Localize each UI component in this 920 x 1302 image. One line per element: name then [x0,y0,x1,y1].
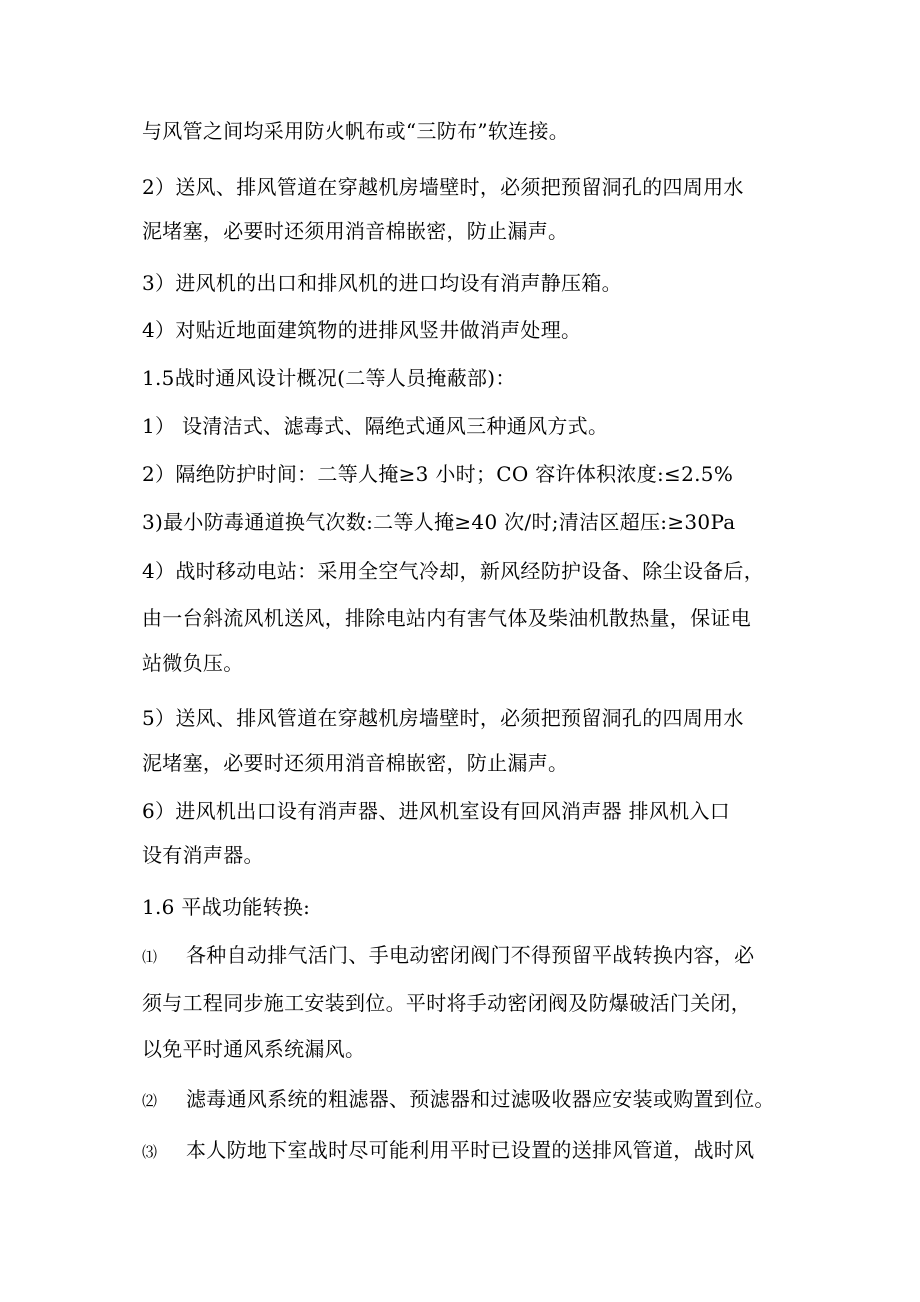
list-item [142,1136,802,1166]
text-line: 须与工程同步施工安装到位。平时将手动密闭阀及防爆破活门关闭， [142,991,751,1015]
list-marker: ⑶ [142,1143,158,1161]
text-line: 3)最小防毒通道换气次数:二等人掩≥40 次/时;清洁区超压:≥30Pa [142,510,736,534]
text-line: 站微负压。 [142,651,244,675]
list-item [142,941,802,971]
list-item-text: 各种自动排气活门、手电动密闭阀门不得预留平战转换内容，必 [186,943,755,967]
text-line: 泥堵塞，必要时还须用消音棉嵌密，防止漏声。 [142,219,569,243]
section-heading: 1.6 平战功能转换: [142,895,311,919]
text-line: 设有消声器。 [142,843,264,867]
text-line: 4）对贴近地面建筑物的进排风竖井做消声处理。 [142,318,582,342]
text-line: 4）战时移动电站：采用全空气冷却，新风经防护设备、除尘设备后， [142,559,765,583]
section-heading: 1.5战时通风设计概况(二等人员掩蔽部)： [142,366,516,390]
text-line: 3）进风机的出口和排风机的进口均设有消声静压箱。 [142,271,622,295]
text-line: 6）进风机出口设有消声器、进风机室设有回风消声器 排风机入口 [142,799,731,823]
text-line: 以免平时通风系统漏风。 [142,1037,366,1061]
list-item-text: 本人防地下室战时尽可能利用平时已设置的送排风管道，战时风 [186,1138,755,1162]
text-line: 2）隔绝防护时间：二等人掩≥3 小时；CO 容许体积浓度:≤2.5% [142,462,734,486]
list-item-text: 滤毒通风系统的粗滤器、预滤器和过滤吸收器应安装或购置到位。 [186,1087,775,1111]
text-line: 由一台斜流风机送风，排除电站内有害气体及柴油机散热量，保证电 [142,606,751,630]
text-line: 1） 设清洁式、滤毒式、隔绝式通风三种通风方式。 [142,414,609,438]
text-line: 5）送风、排风管道在穿越机房墙壁时，必须把预留洞孔的四周用水 [142,706,744,730]
text-line: 2）送风、排风管道在穿越机房墙壁时，必须把预留洞孔的四周用水 [142,175,744,199]
list-item [142,1085,802,1115]
list-marker: ⑴ [142,948,158,966]
text-line: 泥堵塞，必要时还须用消音棉嵌密，防止漏声。 [142,751,569,775]
list-marker: ⑵ [142,1092,158,1110]
text-line: 与风管之间均采用防火帆布或“三防布”软连接。 [142,119,570,143]
